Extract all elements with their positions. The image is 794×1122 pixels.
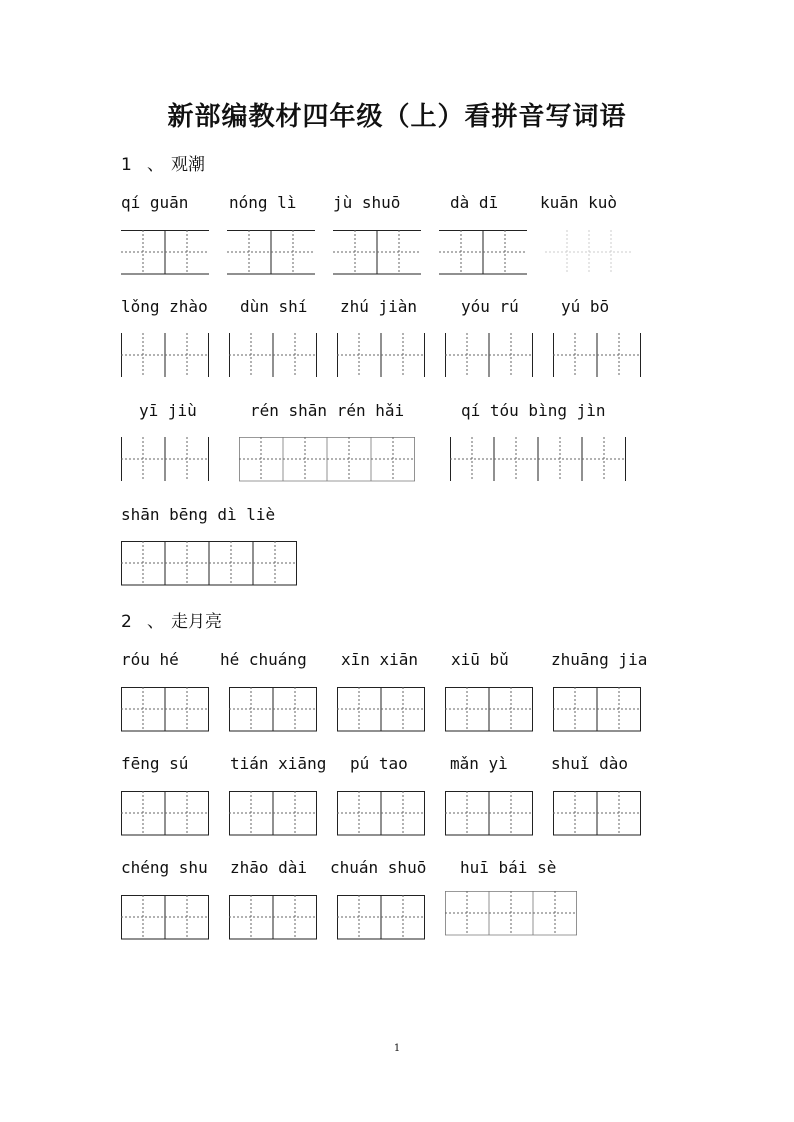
pinyin-label: nóng lì (229, 193, 297, 212)
page-number: 1 (393, 1043, 401, 1054)
pinyin-label: shān bēng dì liè (121, 505, 276, 524)
pinyin-label: jù shuō (333, 193, 401, 212)
pinyin-label: qí tóu bìng jìn (461, 401, 606, 420)
pinyin-label: xiū bǔ (451, 650, 509, 669)
writing-grid[interactable] (337, 333, 425, 377)
pinyin-label: zhuāng jia (551, 650, 648, 669)
writing-grid[interactable] (445, 333, 533, 377)
pinyin-label: xīn xiān (341, 650, 419, 669)
pinyin-label: fēng sú (121, 754, 189, 773)
pinyin-label: rén shān rén hǎi (250, 401, 405, 420)
pinyin-label: róu hé (121, 650, 179, 669)
writing-grid[interactable] (229, 687, 317, 731)
writing-grid[interactable] (229, 895, 317, 939)
writing-grid[interactable] (121, 687, 209, 731)
writing-grid[interactable] (553, 791, 641, 835)
writing-grid[interactable] (227, 230, 315, 274)
writing-grid[interactable] (445, 791, 533, 835)
writing-grid[interactable] (121, 541, 297, 585)
section-2-title: 走月亮 (171, 612, 222, 632)
writing-grid[interactable] (121, 791, 209, 835)
section-2-heading (121, 607, 222, 632)
pinyin-label: shuǐ dào (551, 754, 629, 773)
writing-grid[interactable] (445, 891, 577, 935)
pinyin-label: yī jiù (139, 401, 197, 420)
pinyin-label: dùn shí (240, 297, 308, 316)
pinyin-label: qí guān (121, 193, 189, 212)
pinyin-label: mǎn yì (450, 754, 508, 773)
writing-grid[interactable] (337, 895, 425, 939)
pinyin-label: tián xiāng (230, 754, 327, 773)
section-2-separator: 、 (147, 612, 164, 632)
writing-grid[interactable] (333, 230, 421, 274)
writing-grid[interactable] (229, 333, 317, 377)
pinyin-label: lǒng zhào (121, 297, 208, 316)
writing-grid[interactable] (121, 437, 209, 481)
writing-grid[interactable] (337, 687, 425, 731)
writing-grid[interactable] (439, 230, 527, 274)
writing-grid[interactable] (450, 437, 626, 481)
pinyin-label: hé chuáng (220, 650, 307, 669)
section-1-heading (121, 150, 205, 175)
pinyin-label: pú tao (350, 754, 408, 773)
writing-grid[interactable] (121, 230, 209, 274)
pinyin-label: zhú jiàn (340, 297, 418, 316)
writing-grid[interactable] (553, 687, 641, 731)
section-1-separator: 、 (147, 155, 164, 175)
pinyin-label: chéng shu (121, 858, 208, 877)
writing-grid[interactable] (121, 333, 209, 377)
writing-grid[interactable] (545, 230, 633, 274)
writing-grid[interactable] (121, 895, 209, 939)
pinyin-label: kuān kuò (540, 193, 618, 212)
pinyin-label: zhāo dài (230, 858, 308, 877)
writing-grid[interactable] (445, 687, 533, 731)
section-1-title: 观潮 (171, 155, 205, 175)
writing-grid[interactable] (239, 437, 415, 481)
writing-grid[interactable] (337, 791, 425, 835)
writing-grid[interactable] (553, 333, 641, 377)
writing-grid[interactable] (229, 791, 317, 835)
page-title: 新部编教材四年级（上）看拼音写词语 (167, 102, 627, 132)
pinyin-label: yú bō (561, 297, 610, 316)
pinyin-label: dà dī (450, 193, 499, 212)
pinyin-label: huī bái sè (460, 858, 557, 877)
pinyin-label: chuán shuō (330, 858, 427, 877)
section-1-number: 1 (121, 155, 132, 175)
pinyin-label: yóu rú (461, 297, 519, 316)
section-2-number: 2 (121, 612, 132, 632)
